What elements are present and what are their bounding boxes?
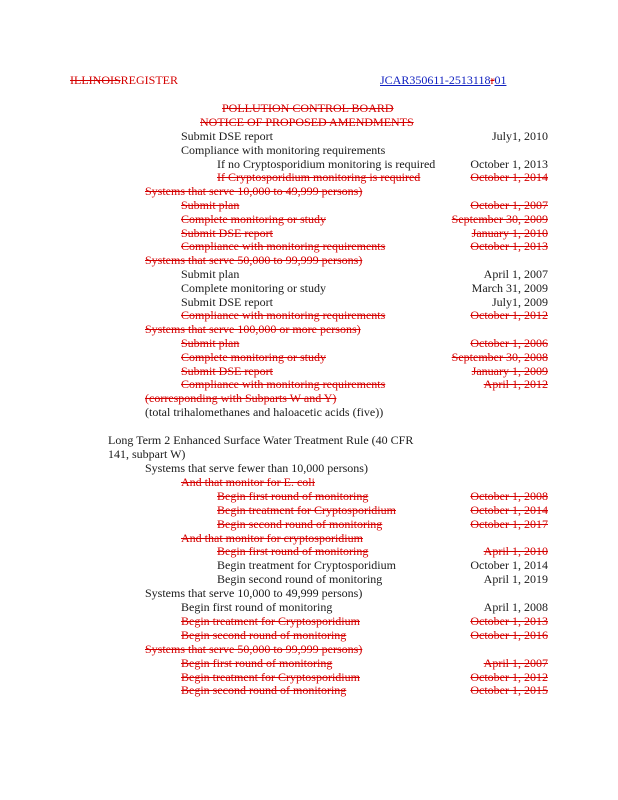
schedule-date: October 1, 2014: [470, 558, 548, 573]
schedule-item: Begin first round of monitoring: [217, 488, 369, 503]
schedule-date: October 1, 2012: [470, 308, 548, 323]
schedule-date: April 1, 2019: [483, 572, 548, 587]
schedule-item: And that monitor for cryptosporidium: [181, 530, 363, 545]
schedule-item: Submit plan: [181, 267, 240, 281]
schedule-item: (corresponding with Subparts W and Y): [145, 391, 337, 406]
board-title: POLLUTION CONTROL BOARD: [222, 101, 394, 115]
schedule-item: Systems that serve fewer than 10,000 persons): [145, 461, 368, 475]
schedule-item: Begin first round of monitoring: [217, 544, 369, 559]
schedule-item: Begin treatment for Cryptosporidium: [217, 502, 396, 517]
schedule-item: Systems that serve 50,000 to 99,999 persons): [145, 641, 363, 656]
schedule-date: January 1, 2010: [471, 225, 548, 240]
schedule-item: Complete monitoring or study: [181, 349, 326, 364]
schedule-item: Begin treatment for Cryptosporidium: [181, 669, 360, 684]
schedule-date: April 1, 2010: [483, 544, 548, 559]
schedule-item: Begin treatment for Cryptosporidium: [217, 558, 396, 573]
schedule-item: If Cryptosporidium monitoring is required: [217, 170, 421, 185]
schedule-date: September 30, 2009: [451, 211, 548, 226]
schedule-item: Submit DSE report: [181, 294, 273, 309]
schedule-date: July1, 2009: [491, 294, 548, 309]
lt2-title-line1: Long Term 2 Enhanced Surface Water Treatment Rule (40 CFR: [108, 433, 414, 447]
schedule-item: Complete monitoring or study: [181, 211, 326, 226]
jcar-suffix[interactable]: 01: [494, 73, 507, 87]
schedule-item: Submit DSE report: [181, 363, 273, 378]
schedule-date: October 1, 2014: [470, 170, 548, 185]
jcar-link[interactable]: JCAR350611-2513118: [380, 73, 491, 87]
notice-title: NOTICE OF PROPOSED AMENDMENTS: [200, 115, 414, 129]
schedule-item: Begin second round of monitoring: [181, 683, 347, 698]
schedule-date: September 30, 2008: [451, 349, 548, 364]
schedule-date: March 31, 2009: [471, 280, 548, 295]
schedule-item: (total trihalomethanes and haloacetic acids (five)): [145, 405, 384, 419]
schedule-date: April 1, 2012: [483, 377, 548, 392]
schedule-date: October 1, 2013: [470, 156, 548, 171]
schedule-item: Begin treatment for Cryptosporidium: [181, 613, 360, 628]
schedule-date: October 1, 2014: [470, 502, 548, 517]
schedule-item: Submit DSE report: [181, 129, 273, 143]
schedule-item: And that monitor for E. coli: [181, 474, 315, 489]
schedule-item: Submit plan: [181, 198, 240, 212]
schedule-date: October 1, 2017: [470, 516, 548, 531]
schedule-date: July1, 2010: [491, 129, 548, 143]
register-header: [70, 73, 178, 87]
jcar-reference[interactable]: [380, 73, 506, 87]
register-header-rest: REGISTER: [120, 73, 178, 87]
schedule-date: October 1, 2016: [470, 627, 548, 642]
schedule-item: Begin second round of monitoring: [217, 572, 383, 587]
schedule-item: Complete monitoring or study: [181, 280, 326, 295]
schedule-date: October 1, 2006: [470, 336, 548, 350]
schedule-item: Systems that serve 10,000 to 49,999 persons): [145, 184, 363, 199]
schedule-item: Submit DSE report: [181, 225, 273, 240]
schedule-item: Submit plan: [181, 336, 240, 350]
lt2-title-line2: 141, subpart W): [108, 447, 186, 461]
schedule-date: April 1, 2007: [483, 655, 548, 670]
schedule-item: Begin first round of monitoring: [181, 600, 333, 614]
schedule-date: January 1, 2009: [471, 363, 548, 378]
schedule-item: Begin second round of monitoring: [217, 516, 383, 531]
schedule-date: October 1, 2012: [470, 669, 548, 684]
jcar-struck-char: r: [490, 73, 495, 87]
schedule-item: Systems that serve 50,000 to 99,999 persons): [145, 253, 363, 268]
schedule-item: Compliance with monitoring requirements: [181, 142, 386, 157]
schedule-date: October 1, 2007: [470, 198, 548, 212]
schedule-date: October 1, 2013: [470, 239, 548, 254]
schedule-item: Compliance with monitoring requirements: [181, 308, 386, 323]
schedule-date: April 1, 2008: [483, 600, 548, 614]
schedule-item: Compliance with monitoring requirements: [181, 377, 386, 392]
schedule-item: Begin second round of monitoring: [181, 627, 347, 642]
schedule-date: October 1, 2013: [470, 613, 548, 628]
schedule-item: Systems that serve 100,000 or more persons): [145, 322, 361, 337]
schedule-item: If no Cryptosporidium monitoring is required: [217, 156, 436, 171]
schedule-date: October 1, 2015: [470, 683, 548, 698]
schedule-date: October 1, 2008: [470, 488, 548, 503]
schedule-item: Compliance with monitoring requirements: [181, 239, 386, 254]
schedule-item: Systems that serve 10,000 to 49,999 persons): [145, 586, 363, 601]
register-header-struck: ILLINOIS: [70, 73, 121, 87]
schedule-item: Begin first round of monitoring: [181, 655, 333, 670]
schedule-date: April 1, 2007: [483, 267, 548, 281]
